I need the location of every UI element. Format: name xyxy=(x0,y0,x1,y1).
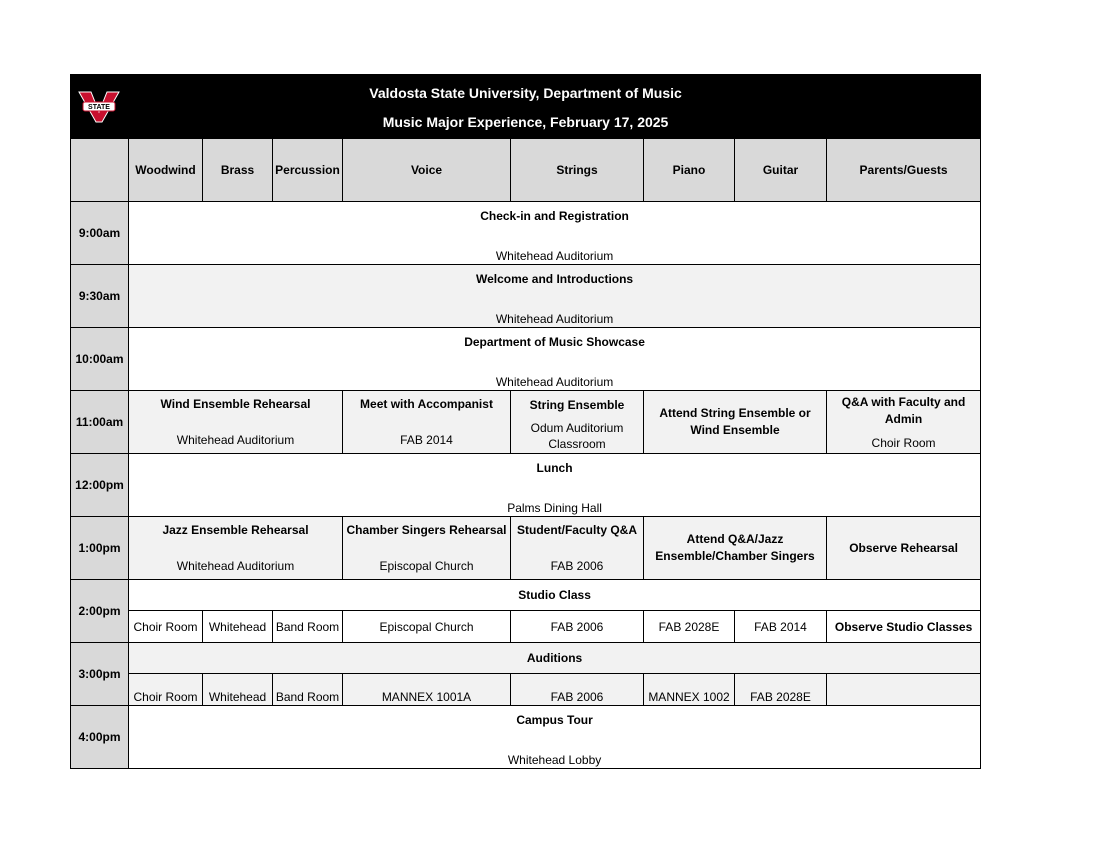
event-title: Campus Tour xyxy=(516,713,593,727)
row-300 xyxy=(71,643,981,674)
woodwind-location: Choir Room xyxy=(129,674,203,706)
event-title: Chamber Singers Rehearsal xyxy=(346,523,507,537)
event-title: Auditions xyxy=(129,643,981,674)
event-title: Jazz Ensemble Rehearsal xyxy=(162,523,309,537)
svg-text:STATE: STATE xyxy=(88,104,110,111)
voice-event-cell xyxy=(343,517,511,580)
voice-location: Episcopal Church xyxy=(343,611,511,643)
event-location: FAB 2006 xyxy=(550,559,604,573)
event-location: Whitehead Auditorium xyxy=(176,433,295,447)
event-cell xyxy=(129,454,981,517)
event-title: Q&A with Faculty and Admin xyxy=(841,395,966,426)
col-piano: Piano xyxy=(644,139,735,202)
time-cell: 11:00am xyxy=(71,391,129,454)
event-location: FAB 2014 xyxy=(400,433,453,447)
col-brass: Brass xyxy=(203,139,273,202)
row-200 xyxy=(71,580,981,611)
strings-event-cell xyxy=(511,517,644,580)
event-title: Studio Class xyxy=(129,580,981,611)
parents-location: Observe Studio Classes xyxy=(827,611,981,643)
event-location: Episcopal Church xyxy=(379,559,474,573)
event-title: Lunch xyxy=(536,461,573,475)
column-header-row xyxy=(71,139,981,202)
guitar-location: FAB 2014 xyxy=(735,611,827,643)
col-voice: Voice xyxy=(343,139,511,202)
time-cell: 9:00am xyxy=(71,202,129,265)
schedule-table xyxy=(70,74,981,769)
time-cell: 3:00pm xyxy=(71,643,129,706)
event-location: Whitehead Auditorium xyxy=(176,559,295,573)
time-cell: 1:00pm xyxy=(71,517,129,580)
col-percussion: Percussion xyxy=(273,139,343,202)
strings-location: FAB 2006 xyxy=(511,674,644,706)
event-location: Palms Dining Hall xyxy=(507,501,602,515)
row-100 xyxy=(71,517,981,580)
col-strings: Strings xyxy=(511,139,644,202)
percussion-location: Band Room xyxy=(273,674,343,706)
header-line1: Valdosta State University, Department of Music xyxy=(71,75,981,107)
event-location: Choir Room xyxy=(871,436,936,450)
corner-cell xyxy=(71,139,129,202)
schedule-sheet xyxy=(70,74,980,769)
row-300-locations xyxy=(71,674,981,706)
strings-event-cell xyxy=(511,391,644,454)
col-guitar: Guitar xyxy=(735,139,827,202)
vsu-logo xyxy=(77,90,121,124)
time-cell: 4:00pm xyxy=(71,706,129,769)
event-cell xyxy=(129,265,981,328)
row-930 xyxy=(71,265,981,328)
event-title: Wind Ensemble Rehearsal xyxy=(160,397,311,411)
event-location: Whitehead Auditorium xyxy=(495,312,614,326)
time-cell: 10:00am xyxy=(71,328,129,391)
col-parents-guests: Parents/Guests xyxy=(827,139,981,202)
event-location: Whitehead Auditorium xyxy=(495,249,614,263)
winds-event-cell xyxy=(129,517,343,580)
row-1000 xyxy=(71,328,981,391)
col-woodwind: Woodwind xyxy=(129,139,203,202)
header-line2: Music Major Experience, February 17, 2025 xyxy=(71,107,981,139)
parents-event-cell xyxy=(827,391,981,454)
event-title: Student/Faculty Q&A xyxy=(516,523,637,537)
row-1100 xyxy=(71,391,981,454)
event-cell xyxy=(129,202,981,265)
percussion-location: Band Room xyxy=(273,611,343,643)
piano-location: FAB 2028E xyxy=(644,611,735,643)
time-cell: 2:00pm xyxy=(71,580,129,643)
brass-location: Whitehead xyxy=(203,674,273,706)
row-1200 xyxy=(71,454,981,517)
event-cell xyxy=(129,328,981,391)
event-title: Department of Music Showcase xyxy=(464,335,645,349)
event-title: Meet with Accompanist xyxy=(360,397,493,411)
event-location: Whitehead Lobby xyxy=(507,753,602,767)
event-location: Odum Auditorium Classroom xyxy=(530,421,624,451)
event-cell xyxy=(129,706,981,769)
time-cell: 9:30am xyxy=(71,265,129,328)
parents-location xyxy=(827,674,981,706)
voice-event-cell xyxy=(343,391,511,454)
time-cell: 12:00pm xyxy=(71,454,129,517)
event-title: Check-in and Registration xyxy=(480,209,629,223)
winds-event-cell xyxy=(129,391,343,454)
piano-guitar-event-cell: Attend Q&A/Jazz Ensemble/Chamber Singers xyxy=(644,517,827,580)
row-200-locations xyxy=(71,611,981,643)
row-400 xyxy=(71,706,981,769)
brass-location: Whitehead xyxy=(203,611,273,643)
piano-location: MANNEX 1002 xyxy=(644,674,735,706)
row-900 xyxy=(71,202,981,265)
event-title: String Ensemble xyxy=(529,398,625,412)
voice-location: MANNEX 1001A xyxy=(343,674,511,706)
piano-guitar-event-cell: Attend String Ensemble or Wind Ensemble xyxy=(644,391,827,454)
event-location: Whitehead Auditorium xyxy=(495,375,614,389)
strings-location: FAB 2006 xyxy=(511,611,644,643)
woodwind-location: Choir Room xyxy=(129,611,203,643)
guitar-location: FAB 2028E xyxy=(735,674,827,706)
event-title: Welcome and Introductions xyxy=(475,272,634,286)
parents-event-cell: Observe Rehearsal xyxy=(827,517,981,580)
